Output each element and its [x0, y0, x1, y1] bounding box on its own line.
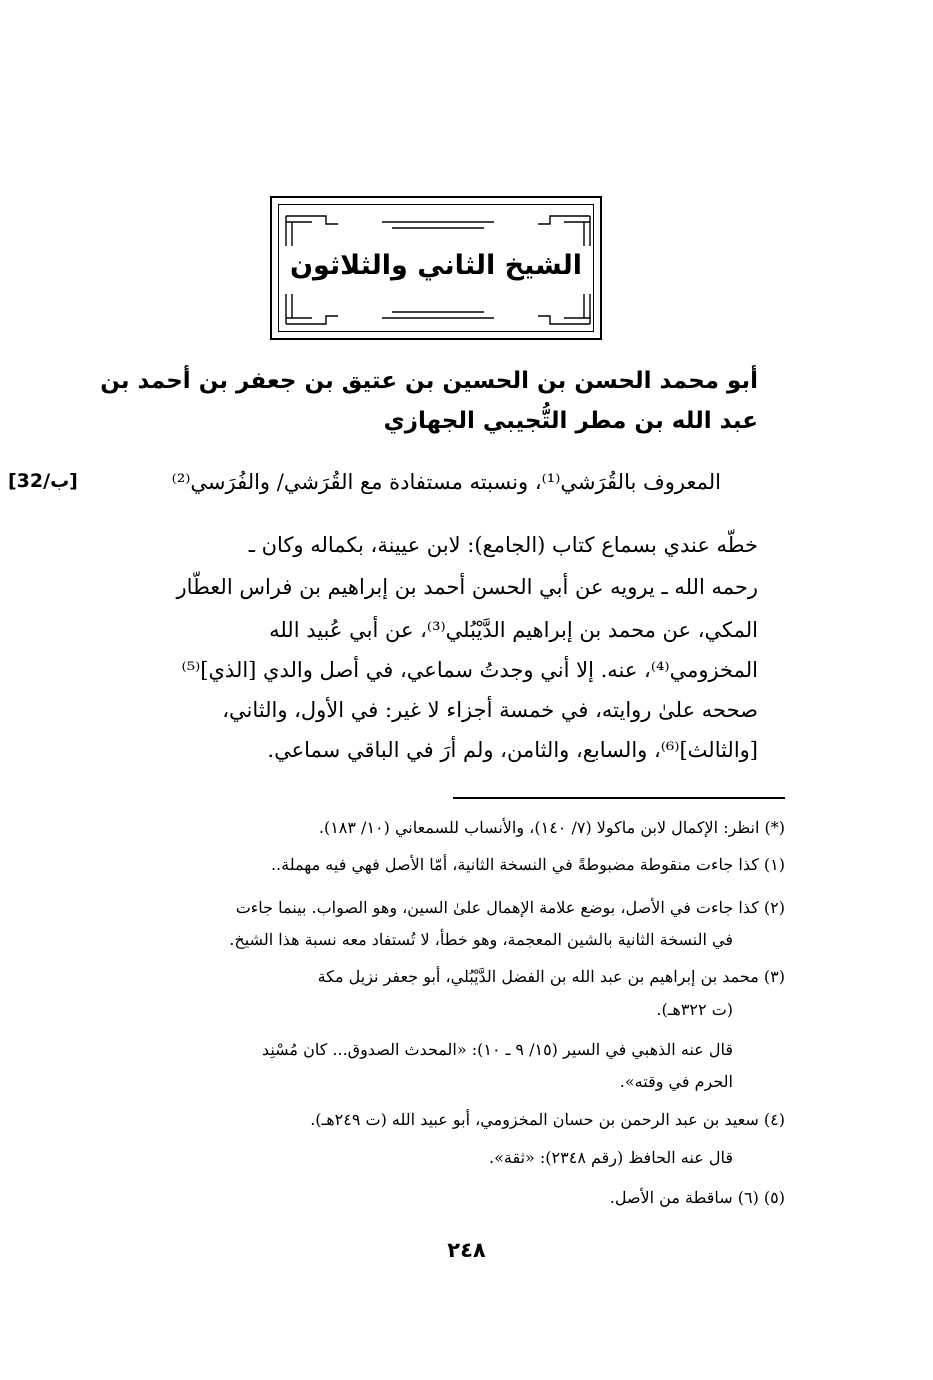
footnote-3-cont: (ت ٣٢٢هـ).: [656, 1000, 733, 1019]
footnote-1: (١) كذا جاءت منقوطة مضبوطةً في النسخة الثانية، أمّا الأصل فهي فيه مهملة..: [270, 855, 785, 874]
body-line: [والثالث]⁽⁶⁾، والسابع، والثامن، ولم أرَ في الباقي سماعي.: [267, 738, 758, 762]
body-line: رحمه الله ـ يرويه عن أبي الحسن أحمد بن إبراهيم بن فراس العطّار: [176, 575, 758, 599]
folio-marker: [32/ب]: [8, 470, 78, 492]
sheikh-name-line-1: أبو محمد الحسن بن الحسين بن عتيق بن جعفر بن أحمد بن: [100, 368, 758, 394]
footnote-2-cont: في النسخة الثانية بالشين المعجمة، وهو خطأ، لا تُستفاد معه نسبة هذا الشيخ.: [229, 930, 733, 949]
footnote-5-6: (٥) (٦) ساقطة من الأصل.: [609, 1188, 785, 1207]
footnote-2: (٢) كذا جاءت في الأصل، بوضع علامة الإهمال علىٰ السين، وهو الصواب. بينما جاءت: [235, 898, 785, 917]
chapter-title: الشيخ الثاني والثلاثون: [290, 250, 582, 281]
sheikh-name-line-2: عبد الله بن مطر التُّجيبي الجهازي: [383, 408, 758, 434]
footnote-3-quote-cont: الحرم في وقته».: [619, 1072, 733, 1091]
footnote-divider: [453, 797, 785, 799]
title-frame: [270, 196, 602, 340]
body-line: المخزومي⁽⁴⁾، عنه. إلا أني وجدتُ سماعي، في أصل والدي [الذي]⁽⁵⁾: [181, 658, 758, 682]
footnote-4: (٤) سعيد بن عبد الرحمن بن حسان المخزومي، أبو عبيد الله (ت ٢٤٩هـ).: [310, 1110, 785, 1129]
body-line: المكي، عن محمد بن إبراهيم الدَّيْبُلي⁽³⁾، عن أبي عُبيد الله: [269, 618, 758, 642]
footnote-3: (٣) محمد بن إبراهيم بن عبد الله بن الفضل الدَّيْبُلي، أبو جعفر نزيل مكة: [317, 967, 785, 986]
known-as-line: المعروف بالقُرَشي⁽¹⁾، ونسبته مستفادة مع القُرَشي/ والفُرَسي⁽²⁾: [171, 470, 721, 494]
body-line: خطّه عندي بسماع كتاب (الجامع): لابن عيينة، بكماله وكان ـ: [248, 533, 758, 557]
footnote-4-cont: قال عنه الحافظ (رقم ٢٣٤٨): «ثقة».: [489, 1148, 733, 1167]
footnote-3-quote: قال عنه الذهبي في السير (١٥/ ٩ ـ ١٠): «المحدث الصدوق... كان مُسْنِد: [261, 1040, 733, 1059]
footnote-star: (*) انظر: الإكمال لابن ماكولا (٧/ ١٤٠)، والأنساب للسمعاني (١٠/ ١٨٣).: [318, 818, 785, 837]
body-line: صححه علىٰ روايته، في خمسة أجزاء لا غير: في الأول، والثاني،: [222, 698, 758, 722]
page-number: ٢٤٨: [447, 1238, 486, 1262]
